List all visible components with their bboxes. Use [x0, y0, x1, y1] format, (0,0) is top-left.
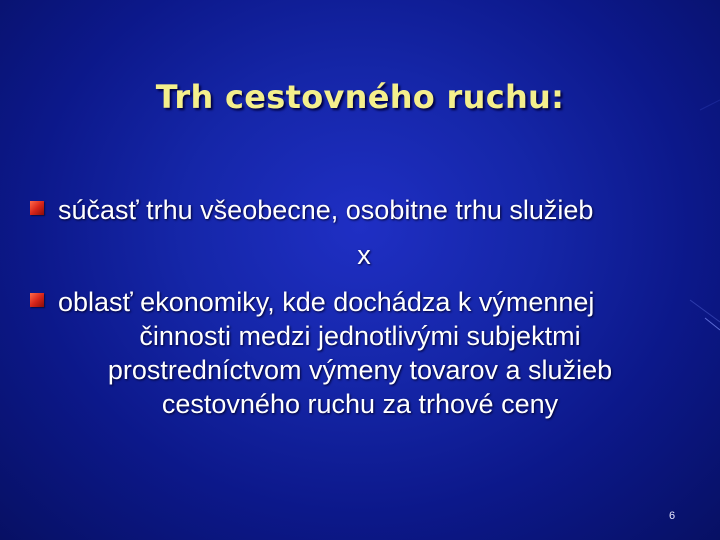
page-number: 6	[669, 510, 676, 522]
slide-title: Trh cestovného ruchu:	[155, 78, 565, 116]
separator-x: x	[357, 240, 371, 270]
bullet-square-icon	[30, 201, 44, 215]
bullet-text-1: súčasť trhu všeobecne, osobitne trhu služieb	[58, 195, 594, 225]
bullet-square-icon	[30, 293, 44, 307]
continuation-line: činnosti medzi jednotlivými subjektmi	[139, 321, 581, 351]
bullet-text-2: oblasť ekonomiky, kde dochádza k výmennej	[58, 287, 595, 317]
bullet-text-2-continuation	[40, 319, 680, 421]
continuation-line: cestovného ruchu za trhové ceny	[161, 389, 559, 419]
continuation-line: prostredníctvom výmeny tovarov a služieb	[107, 355, 613, 385]
